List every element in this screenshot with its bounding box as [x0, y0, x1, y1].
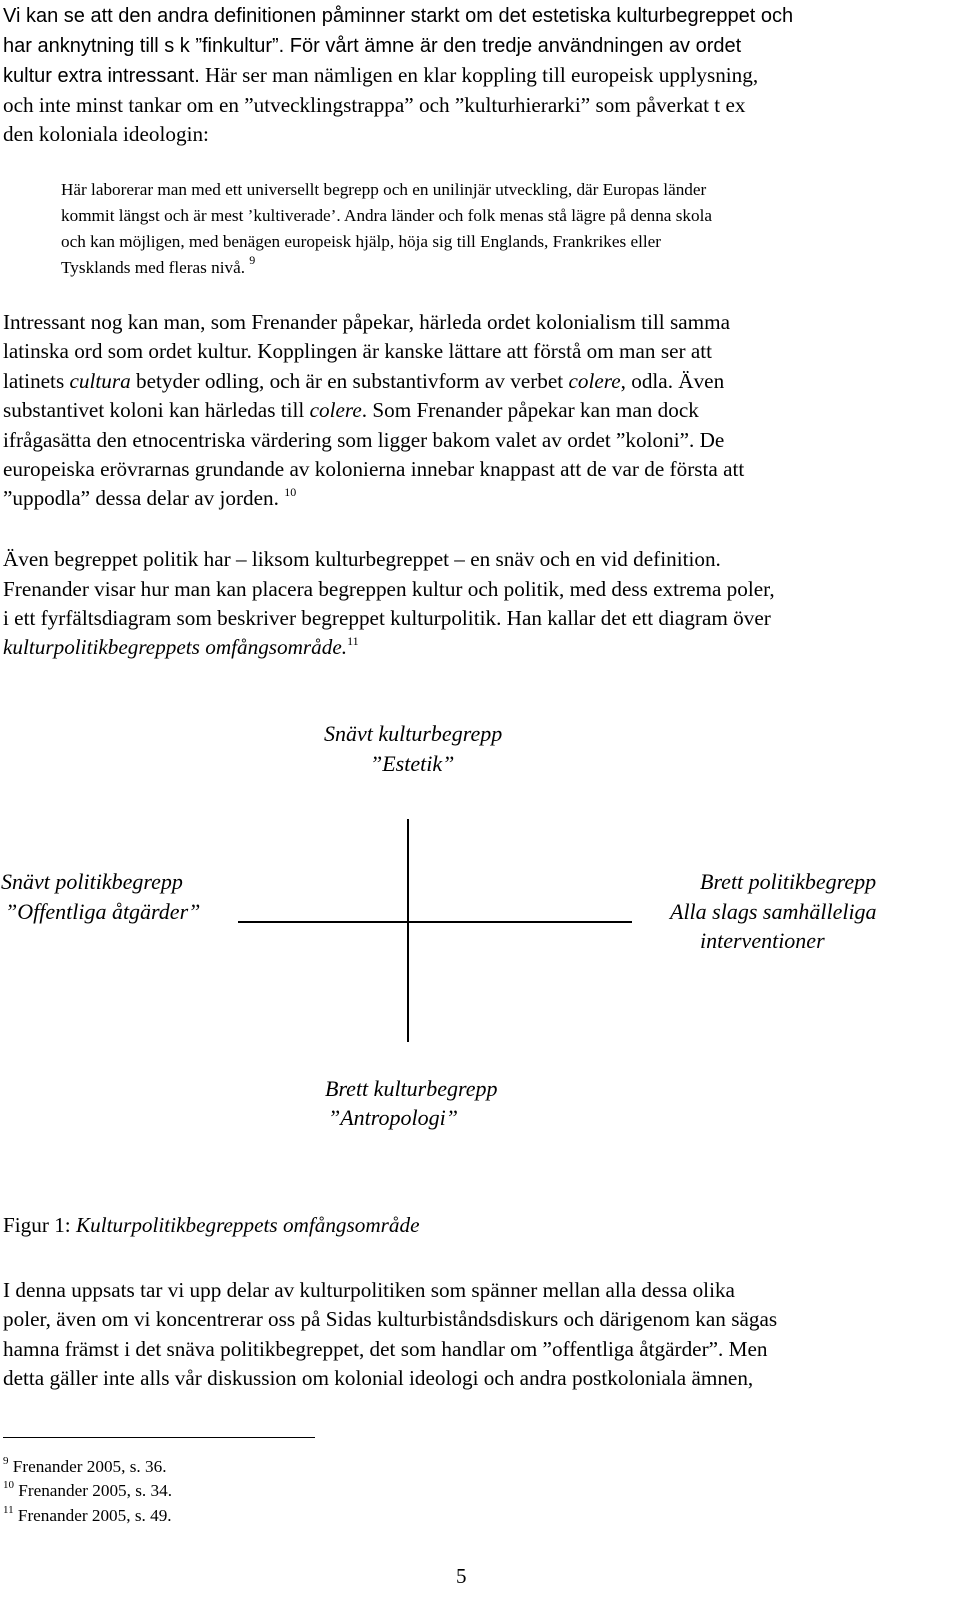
text-line: har anknytning till s k ”finkultur”. För vårt ämne är den tredje användningen av ordet — [3, 35, 742, 57]
diagram-bottom-label: Brett kulturbegrepp — [325, 1076, 498, 1101]
text-line: Frenander visar hur man kan placera begreppen kultur och politik, med dess extrema poler, — [3, 577, 775, 601]
footnote-item: $^9$ Frenander 2005, s. 36. — [3, 1455, 167, 1476]
text-line: och inte minst tankar om en ”utvecklingstrappa” och ”kulturhierarki” som påverkat t ex — [3, 93, 746, 117]
diagram-top-label: Snävt kulturbegrepp — [324, 721, 503, 746]
text-line: Intressant nog kan man, som Frenander påpekar, härleda ordet kolonialism till samma — [3, 310, 730, 334]
footnote-ref[interactable]: 10 — [284, 485, 297, 499]
text-line: i ett fyrfältsdiagram som beskriver begreppet kulturpolitik. Han kallar det ett diagram över — [3, 606, 771, 630]
figure-caption: Figur 1: Kulturpolitikbegreppets omfångsområde — [3, 1213, 420, 1237]
diagram-top-sublabel: ”Estetik” — [370, 751, 455, 776]
text-line: ”uppodla” dessa delar av jorden. $^{10}$ — [3, 485, 297, 510]
diagram-vertical-axis — [407, 819, 409, 1042]
page-number: 5 — [456, 1564, 467, 1588]
diagram-horizontal-axis — [238, 921, 632, 923]
text-line: I denna uppsats tar vi upp delar av kulturpolitiken som spänner mellan alla dessa olika — [3, 1278, 735, 1302]
text-line: poler, även om vi koncentrerar oss på Sidas kulturbiståndsdiskurs och därigenom kan sägas — [3, 1307, 778, 1331]
quote-line: Tysklands med fleras nivå. $^9$ — [61, 253, 256, 277]
text-line: substantivet koloni kan härledas till colere. Som Frenander påpekar kan man dock — [3, 398, 699, 422]
text-line: ifrågasätta den etnocentriska värdering som ligger bakom valet av ordet ”koloni”. De — [3, 428, 725, 452]
quote-line: och kan möjligen, med benägen europeisk hjälp, höja sig till Englands, Frankrikes eller — [61, 232, 661, 251]
diagram-right-label: Brett politikbegrepp — [700, 869, 877, 894]
text-line: detta gäller inte alls vår diskussion om kolonial ideologi och andra postkoloniala ämnen, — [3, 1366, 754, 1390]
quote-line: Här laborerar man med ett universellt begrepp och en unilinjär utveckling, där Europas länder — [61, 180, 707, 199]
text-line: europeiska erövrarnas grundande av kolonierna innebar knappast att de var de första att — [3, 457, 745, 481]
text-line: hamna främst i det snäva politikbegreppet, det som handlar om ”offentliga åtgärder”. Men — [3, 1337, 768, 1361]
text-line: Vi kan se att den andra definitionen påminner starkt om det estetiska kulturbegreppet och — [3, 5, 794, 27]
text-line: den koloniala ideologin: — [3, 122, 209, 146]
text-line: latinska ord som ordet kultur. Kopplingen är kanske lättare att förstå om man ser att — [3, 339, 713, 363]
footnote-item: $^{11}$ Frenander 2005, s. 49. — [3, 1504, 172, 1525]
diagram-left-label: Snävt politikbegrepp — [1, 869, 183, 894]
quote-line: kommit längst och är mest ’kultiverade’. Andra länder och folk menas stå lägre på denna skola — [61, 206, 713, 225]
diagram-right-sublabel-2: interventioner — [700, 928, 825, 953]
diagram-bottom-sublabel: ”Antropologi” — [328, 1105, 458, 1130]
text-line: kulturpolitikbegreppets omfångsområde.$^{11}$ — [3, 634, 359, 659]
footnote-separator — [3, 1437, 315, 1438]
diagram-right-sublabel: Alla slags samhälleliga — [670, 899, 877, 924]
footnote-ref[interactable]: 9 — [249, 253, 256, 267]
footnote-item: $^{10}$ Frenander 2005, s. 34. — [3, 1479, 173, 1500]
text-line: kultur extra intressant. Här ser man nämligen en klar koppling till europeisk upplysning, — [3, 63, 759, 87]
footnote-ref[interactable]: 11 — [347, 634, 359, 648]
diagram-left-sublabel: ”Offentliga åtgärder” — [5, 899, 201, 924]
text-line: latinets cultura betyder odling, och är en substantivform av verbet colere, odla. Även — [3, 369, 725, 393]
text-line: Även begreppet politik har – liksom kulturbegreppet – en snäv och en vid definition. — [3, 547, 721, 571]
